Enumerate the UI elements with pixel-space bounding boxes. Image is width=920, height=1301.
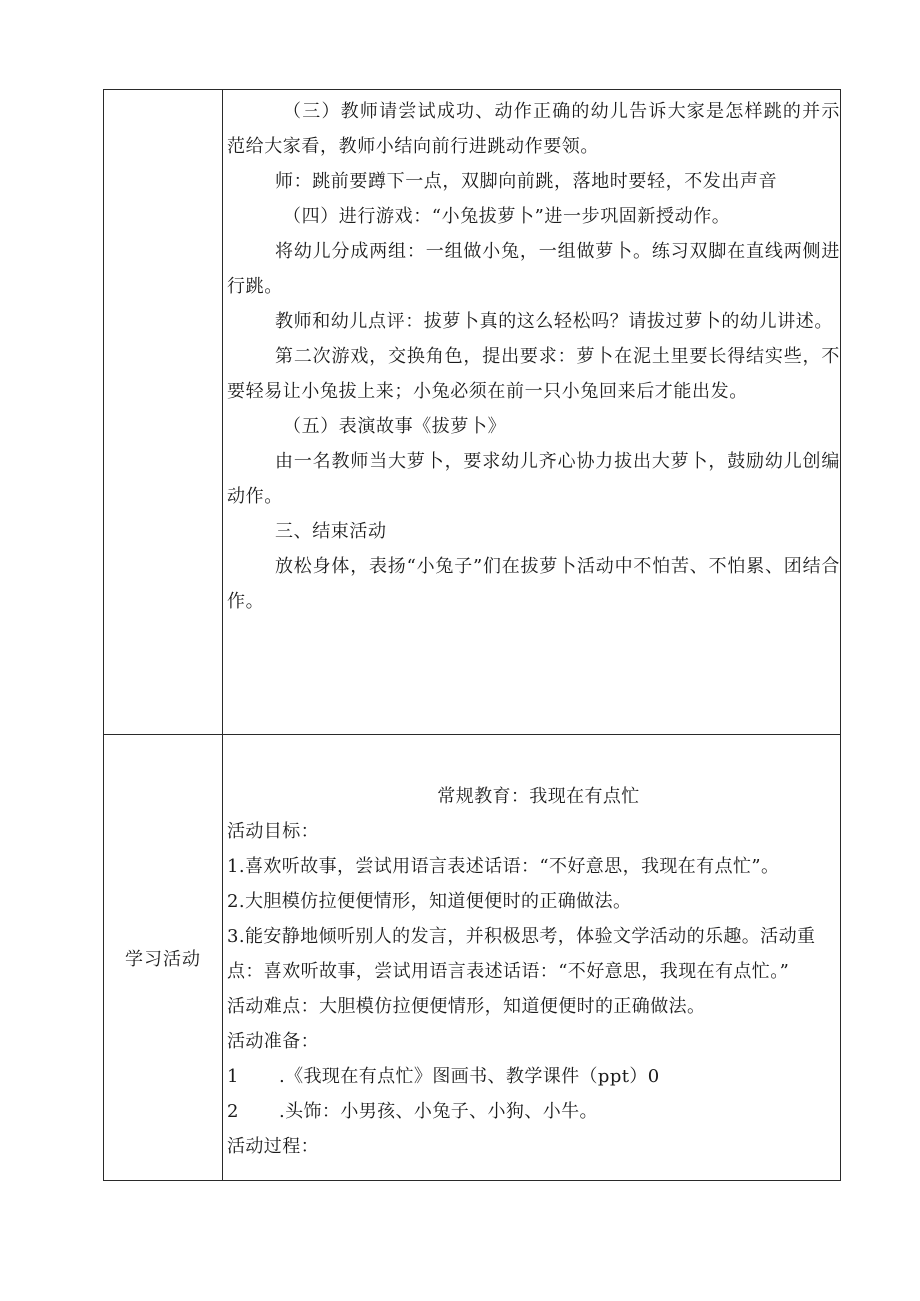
prep-text: .头饰：小男孩、小兔子、小狗、小牛。: [279, 1101, 598, 1122]
paragraph: （四）进行游戏：“小兔拔萝卜”进一步巩固新授动作。: [283, 206, 731, 227]
paragraph: 放松身体，表扬“小兔子”们在拔萝卜活动中不怕苦、不怕累、团结合作。: [227, 556, 840, 612]
paragraph: 将幼儿分成两组：一组做小兔，一组做萝卜。练习双脚在直线两侧进行跳。: [227, 241, 840, 297]
row-label-cell: 学习活动: [104, 735, 223, 1181]
paragraph: （五）表演故事《拔萝卜》: [283, 416, 507, 437]
prep-text: .《我现在有点忙》图画书、教学课件（ppt）0: [279, 1066, 660, 1087]
activity-title: 常规教育：我现在有点忙: [437, 786, 640, 807]
paragraph: 师：跳前要蹲下一点，双脚向前跳，落地时要轻，不发出声音: [275, 171, 778, 192]
paragraph: 教师和幼儿点评：拔萝卜真的这么轻松吗？请拔过萝卜的幼儿讲述。: [275, 311, 833, 332]
lesson-plan-table: [103, 89, 841, 1181]
paragraph: 第二次游戏，交换角色，提出要求：萝卜在泥土里要长得结实些，不要轻易让小兔拔上来；小兔必须在前一只小兔回来后才能出发。: [227, 346, 840, 402]
process-heading: 活动过程：: [227, 1136, 319, 1157]
prep-number: 1: [227, 1066, 239, 1087]
difficulty-line: 活动难点：大胆模仿拉便便情形，知道便便时的正确做法。: [227, 996, 706, 1017]
prep-number: 2: [227, 1101, 239, 1122]
row-label-cell: [104, 90, 223, 735]
routine-education-section: [223, 735, 840, 1164]
paragraph: （三）教师请尝试成功、动作正确的幼儿告诉大家是怎样跳的并示范给大家看，教师小结向前行进跳动作要领。: [227, 101, 840, 157]
activity-steps: [223, 90, 840, 619]
prep-item: [227, 1094, 840, 1129]
table-row: [104, 90, 841, 735]
paragraph: 由一名教师当大萝卜，要求幼儿齐心协力拔出大萝卜，鼓励幼儿创编动作。: [227, 451, 840, 507]
table-row: [104, 735, 841, 1181]
goal-item: 2.大胆模仿拉便便情形，知道便便时的正确做法。: [227, 891, 632, 912]
content-cell: [223, 735, 841, 1181]
goal-item: 1.喜欢听故事，尝试用语言表述话语：“不好意思，我现在有点忙”。: [227, 856, 780, 877]
section-heading: 三、结束活动: [275, 521, 387, 542]
goal-item: 3.能安静地倾听别人的发言，并积极思考，体验文学活动的乐趣。活动重点：喜欢听故事，尝试用语言表述话语：“不好意思，我现在有点忙。”: [227, 926, 816, 982]
content-cell: [223, 90, 841, 735]
goals-heading: 活动目标：: [227, 821, 319, 842]
prep-item: [227, 1059, 840, 1094]
prep-heading: 活动准备：: [227, 1031, 319, 1052]
